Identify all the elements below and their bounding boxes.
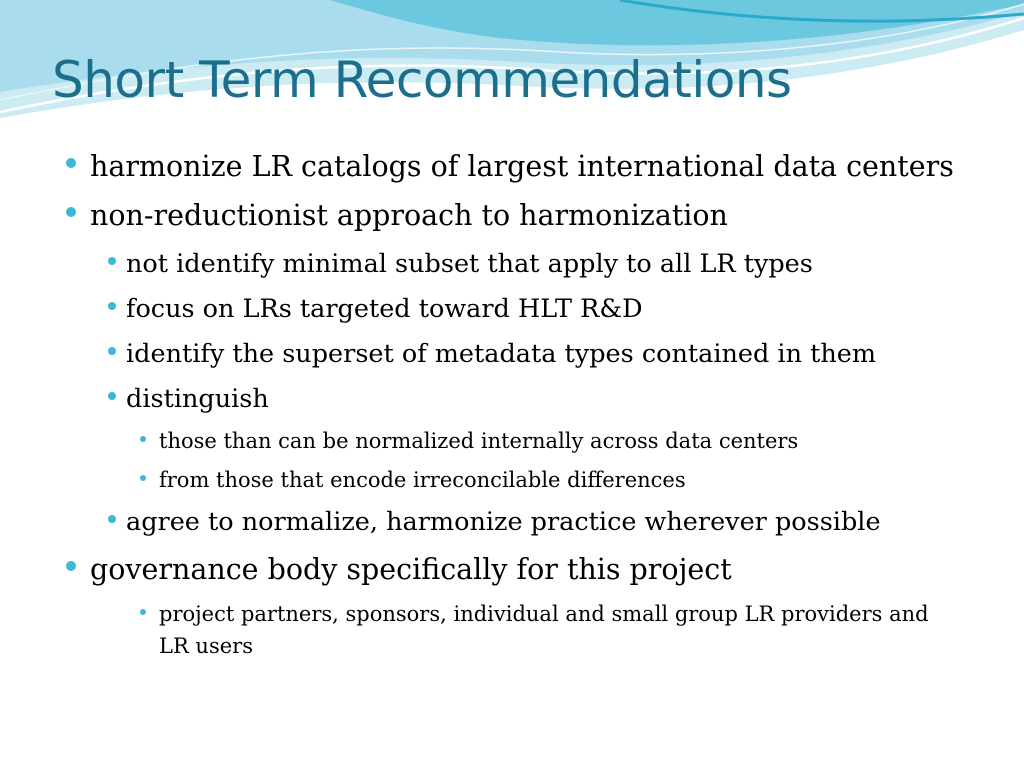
bullet-dot-icon: [108, 257, 116, 265]
bullet-text: non-reductionist approach to harmonization: [90, 199, 728, 232]
bullet-dot-icon: [140, 436, 146, 442]
bullet-item-level1: [66, 199, 728, 232]
bullet-text: those than can be normalized internally across data centers: [159, 429, 799, 453]
bullet-dot-icon: [66, 561, 76, 571]
bullet-text: harmonize LR catalogs of largest international data centers: [90, 150, 954, 183]
bullet-item-level3: [140, 598, 960, 662]
bullet-dot-icon: [140, 475, 146, 481]
bullet-dot-icon: [66, 158, 76, 168]
bullet-dot-icon: [108, 515, 116, 523]
slide-title: Short Term Recommendations: [52, 51, 792, 109]
bullet-text: identify the superset of metadata types contained in them: [126, 339, 877, 369]
bullet-item-level1: [66, 150, 954, 183]
bullet-dot-icon: [66, 207, 76, 217]
bullet-item-level2: [108, 384, 269, 414]
bullet-dot-icon: [108, 302, 116, 310]
bullet-item-level2: [108, 249, 813, 279]
bullet-item-level1: [66, 553, 732, 586]
bullet-dot-icon: [108, 347, 116, 355]
bullet-dot-icon: [140, 609, 146, 615]
bullet-dot-icon: [108, 392, 116, 400]
bullet-text: agree to normalize, harmonize practice wherever possible: [126, 507, 881, 537]
bullet-item-level3: [140, 468, 686, 492]
bullet-item-level2: [108, 339, 876, 369]
bullet-text: governance body specifically for this project: [90, 553, 732, 586]
bullet-item-level2: [108, 507, 881, 537]
bullet-text: not identify minimal subset that apply to all LR types: [126, 249, 813, 279]
bullet-text: project partners, sponsors, individual and small group LR providers and LR users: [159, 602, 929, 658]
bullet-item-level2: [108, 294, 643, 324]
bullet-text: focus on LRs targeted toward HLT R&D: [126, 294, 643, 324]
bullet-text: from those that encode irreconcilable differences: [159, 468, 686, 492]
bullet-text: distinguish: [126, 384, 269, 414]
bullet-item-level3: [140, 429, 798, 453]
